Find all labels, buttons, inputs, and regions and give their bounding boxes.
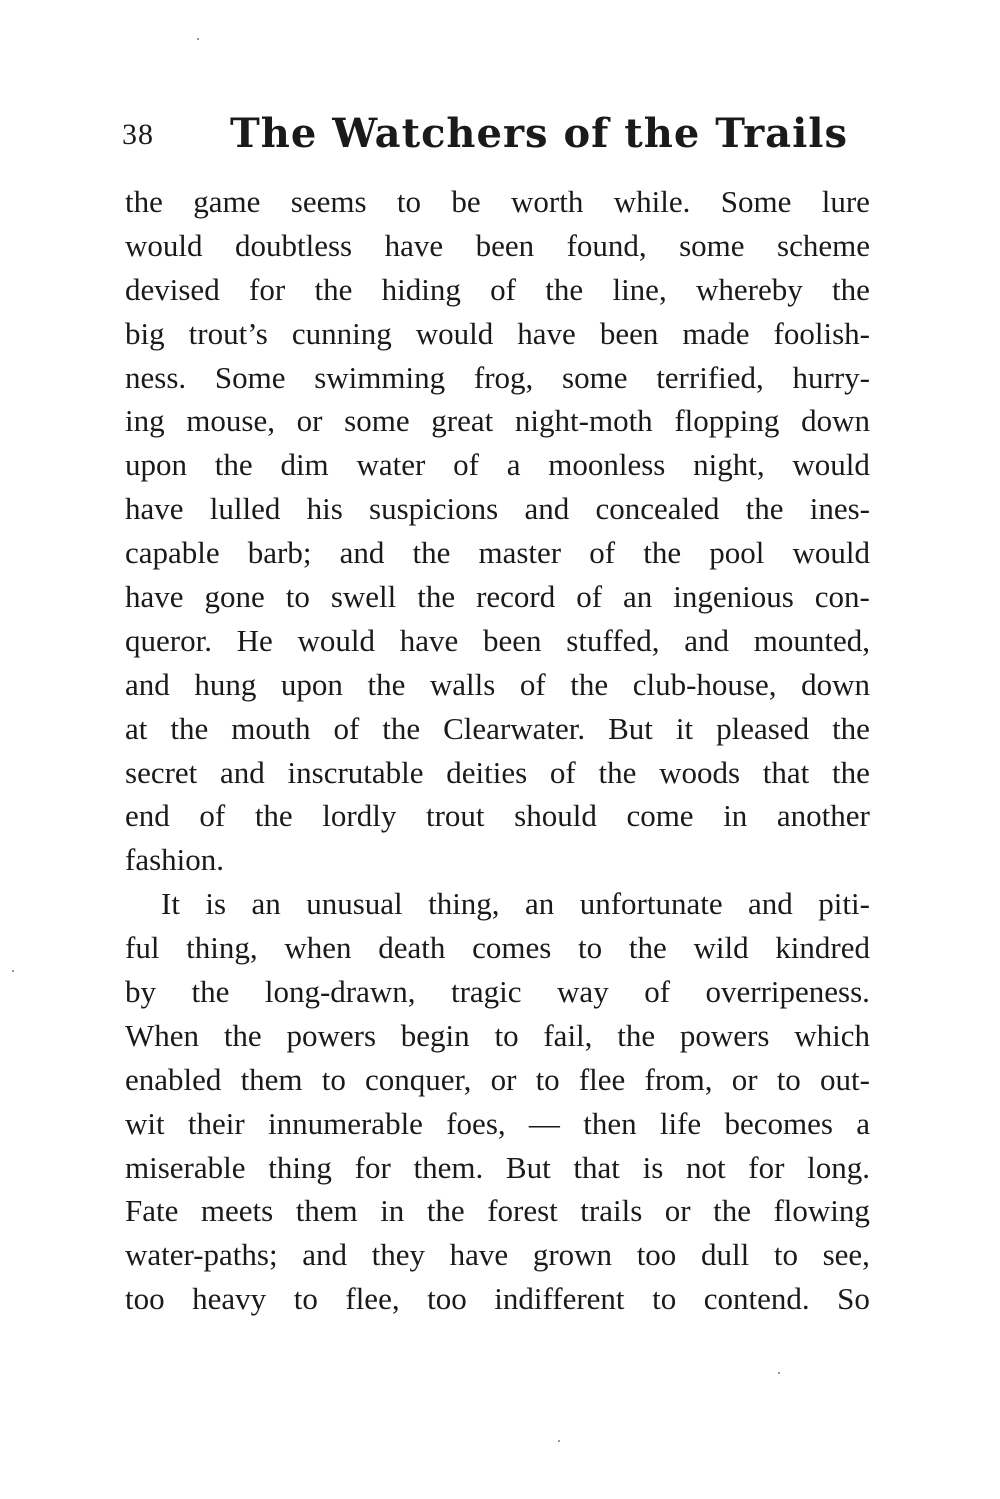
word: mouse, [186,403,275,439]
word: have [125,491,184,527]
word: that [573,1149,620,1185]
word: ness. [125,359,187,395]
word: have [399,622,459,658]
word: hung [194,666,257,702]
word: comes [472,930,552,966]
word: made [682,315,750,351]
word: long. [807,1149,870,1185]
word: should [514,798,597,834]
word: water [356,447,426,483]
word: would [792,447,870,483]
word: woods [659,754,741,790]
word: and [684,622,730,658]
word: record [476,579,556,615]
word: to [321,1061,346,1097]
word: devised [125,271,220,307]
word: Some [214,359,286,395]
word: frog, [473,359,534,395]
word: long-drawn, [264,974,416,1010]
word: tragic [450,974,522,1010]
word: the [628,930,667,966]
word: great [431,403,494,439]
word: and [748,886,793,922]
word: gone [204,579,265,615]
word: kindred [775,930,870,966]
word: thing, [428,886,500,922]
word: their [187,1105,245,1141]
text-line [125,882,870,926]
word: down [801,666,870,702]
word: and [339,535,385,571]
word: powers [286,1017,377,1053]
word: the [223,1017,262,1053]
word: down [801,403,870,439]
word: When [125,1017,200,1053]
word: ines- [809,491,870,527]
word: the [191,974,230,1010]
word: to [293,1281,318,1317]
word: to [535,1061,560,1097]
word: upon [280,666,343,702]
word: becomes [724,1105,833,1141]
text-line [125,970,870,1014]
word: hurry- [792,359,870,395]
word: begin [400,1017,470,1053]
word: for [354,1149,391,1185]
word: inscrutable [287,754,424,790]
word: dim [280,447,329,483]
word: to [773,1237,798,1273]
text-line [125,663,870,707]
word: lure [821,184,870,219]
text-line [125,926,870,970]
word: unusual [306,886,403,922]
word: miserable [125,1149,246,1185]
word: too [636,1237,677,1273]
word: piti- [818,886,870,922]
word: them [240,1061,303,1097]
word: the [832,271,870,307]
word: wild [693,930,749,966]
text-line [125,531,870,575]
word: foolish- [773,315,870,351]
word: suspicions [369,491,499,527]
word: the [125,184,163,219]
word: the [598,754,637,790]
word: wit [125,1105,165,1141]
word: the [426,1193,465,1229]
text-line: fashion. [125,842,225,878]
word: powers [679,1017,770,1053]
word: But [608,710,653,746]
text-line [125,312,870,356]
word: lulled [209,491,281,527]
word: ing [125,403,165,439]
word: indifferent [494,1281,625,1317]
word: been [475,227,535,263]
word: grown [532,1237,613,1273]
word: mounted, [753,622,870,658]
word: too [427,1281,467,1317]
word: conquer, [365,1061,472,1097]
word: worth [511,184,584,219]
word: the [314,271,353,307]
word: Clearwater. [443,710,586,746]
word: night, [693,447,765,483]
word: an [525,886,555,922]
word: upon [125,447,187,483]
word: water-paths; [125,1237,278,1273]
text-line [125,180,870,224]
word: the [832,754,870,790]
word: the [412,535,451,571]
word: thing, [186,930,258,966]
body-text [125,180,870,1321]
word: of [519,666,546,702]
word: some [562,359,628,395]
word: of [199,798,226,834]
word: and [524,491,570,527]
word: deities [446,754,528,790]
text-line [125,399,870,443]
text-line [125,794,870,838]
word: would [792,535,870,571]
word: the [382,710,421,746]
word: flowing [773,1193,870,1229]
word: not [685,1149,726,1185]
word: flee, [345,1281,400,1317]
word: to [578,930,603,966]
word: hiding [381,271,461,307]
word: to [776,1061,801,1097]
word: for [249,271,286,307]
text-line [125,619,870,663]
word: Fate [125,1193,179,1229]
word: the [417,579,456,615]
word: another [776,798,870,834]
text-line [125,575,870,619]
scan-speck [12,970,14,972]
word: that [762,754,810,790]
word: of [549,754,576,790]
word: out- [819,1061,870,1097]
word: be [451,184,481,219]
word: forest [487,1193,558,1229]
word: they [371,1237,426,1273]
text-line [125,1146,870,1190]
word: to [396,184,422,219]
word: con- [814,579,870,615]
page-number: 38 [122,118,154,151]
word: the [643,535,682,571]
word: have [449,1237,509,1273]
word: big [125,315,165,351]
word: meets [200,1193,274,1229]
word: pleased [716,710,810,746]
word: death [378,930,446,966]
word: come [626,798,694,834]
word: concealed [595,491,720,527]
text-line [125,487,870,531]
word: queror. [125,622,212,658]
word: master [478,535,562,571]
word: stuffed, [566,622,660,658]
word: of [644,974,671,1010]
word: is [205,886,227,922]
word: the [367,666,406,702]
word: some [679,227,745,263]
word: end [125,798,170,834]
word: game [193,184,261,219]
word: terrified, [656,359,764,395]
word: of [490,271,516,307]
word: the [617,1017,656,1053]
word: or [296,403,323,439]
word: a [506,447,521,483]
word: enabled [125,1061,222,1097]
text-line [125,1189,870,1233]
word: swimming [314,359,446,395]
word: to [494,1017,519,1053]
word: secret [125,754,198,790]
word: and [302,1237,347,1273]
word: Some [720,184,792,219]
word: from, [644,1061,713,1097]
word: when [284,930,352,966]
word: the [170,710,209,746]
word: or [490,1061,517,1097]
word: So [837,1281,870,1317]
word: line, [612,271,667,307]
word: would [415,315,494,351]
word: to [652,1281,677,1317]
word: an [623,579,653,615]
text-line [125,356,870,400]
word: the [254,798,293,834]
text-line [125,443,870,487]
word: swell [330,579,397,615]
text-line [125,224,870,268]
word: doubtless [234,227,353,263]
word: night-moth [514,403,653,439]
word: too [125,1281,165,1317]
word: cunning [291,315,392,351]
word: the [745,491,784,527]
word: the [545,271,584,307]
word: the [570,666,609,702]
word: have [517,315,576,351]
scan-speck [778,1372,780,1374]
word: overripeness. [705,974,870,1010]
word: — [528,1105,560,1141]
word: or [664,1193,691,1229]
scan-speck [197,38,199,40]
word: way [557,974,609,1010]
word: It [161,886,180,922]
word: an [251,886,281,922]
word: But [505,1149,551,1185]
word: club-house, [632,666,777,702]
word: pool [709,535,765,571]
word: capable [125,535,220,571]
word: them [295,1193,358,1229]
running-head: The Watchers of the Trails [230,110,848,157]
word: it [675,710,694,746]
word: flopping [674,403,780,439]
word: to [285,579,310,615]
word: been [599,315,659,351]
word: and [125,666,170,702]
word: by [125,974,156,1010]
word: ingenious [673,579,794,615]
word: barb; [247,535,312,571]
text-line [125,751,870,795]
word: whereby [696,271,803,307]
word: the [214,447,253,483]
text-line [125,1233,870,1277]
word: in [380,1193,405,1229]
word: He [236,622,273,658]
word: a [856,1105,870,1141]
word: his [306,491,343,527]
word: flee [578,1061,626,1097]
word: trails [580,1193,643,1229]
word: for [748,1149,785,1185]
word: while. [613,184,691,219]
word: of [333,710,360,746]
word: is [642,1149,664,1185]
word: unfortunate [579,886,723,922]
word: life [659,1105,702,1141]
word: of [589,535,616,571]
word: trout’s [188,315,268,351]
word: some [344,403,410,439]
text-line [125,1277,870,1321]
word: found, [566,227,647,263]
word: or [731,1061,758,1097]
word: would [297,622,376,658]
word: contend. [703,1281,810,1317]
word: and [220,754,265,790]
text-line [125,268,870,312]
word: dull [700,1237,750,1273]
text-line [125,1014,870,1058]
word: thing [268,1149,332,1185]
word: moonless [548,447,666,483]
word: foes, [446,1105,506,1141]
word: have [125,579,184,615]
word: mouth [231,710,311,746]
text-line [125,1102,870,1146]
word: seems [290,184,367,219]
word: lordly [322,798,397,834]
word: of [453,447,479,483]
word: them. [413,1149,484,1185]
word: walls [429,666,496,702]
word: of [576,579,603,615]
word: which [794,1017,870,1053]
word: have [384,227,444,263]
text-line [125,1058,870,1102]
word: in [723,798,748,834]
word: would [125,227,203,263]
word: scheme [777,227,870,263]
word: ful [125,930,160,966]
word: fail, [543,1017,593,1053]
word: innumerable [268,1105,423,1141]
word: see, [822,1237,870,1273]
word: been [483,622,542,658]
text-line [125,707,870,751]
word: at [125,710,148,746]
word: the [832,710,870,746]
word: heavy [192,1281,267,1317]
word: the [713,1193,751,1229]
scan-speck [558,1440,560,1442]
word: then [583,1105,637,1141]
word: trout [425,798,485,834]
